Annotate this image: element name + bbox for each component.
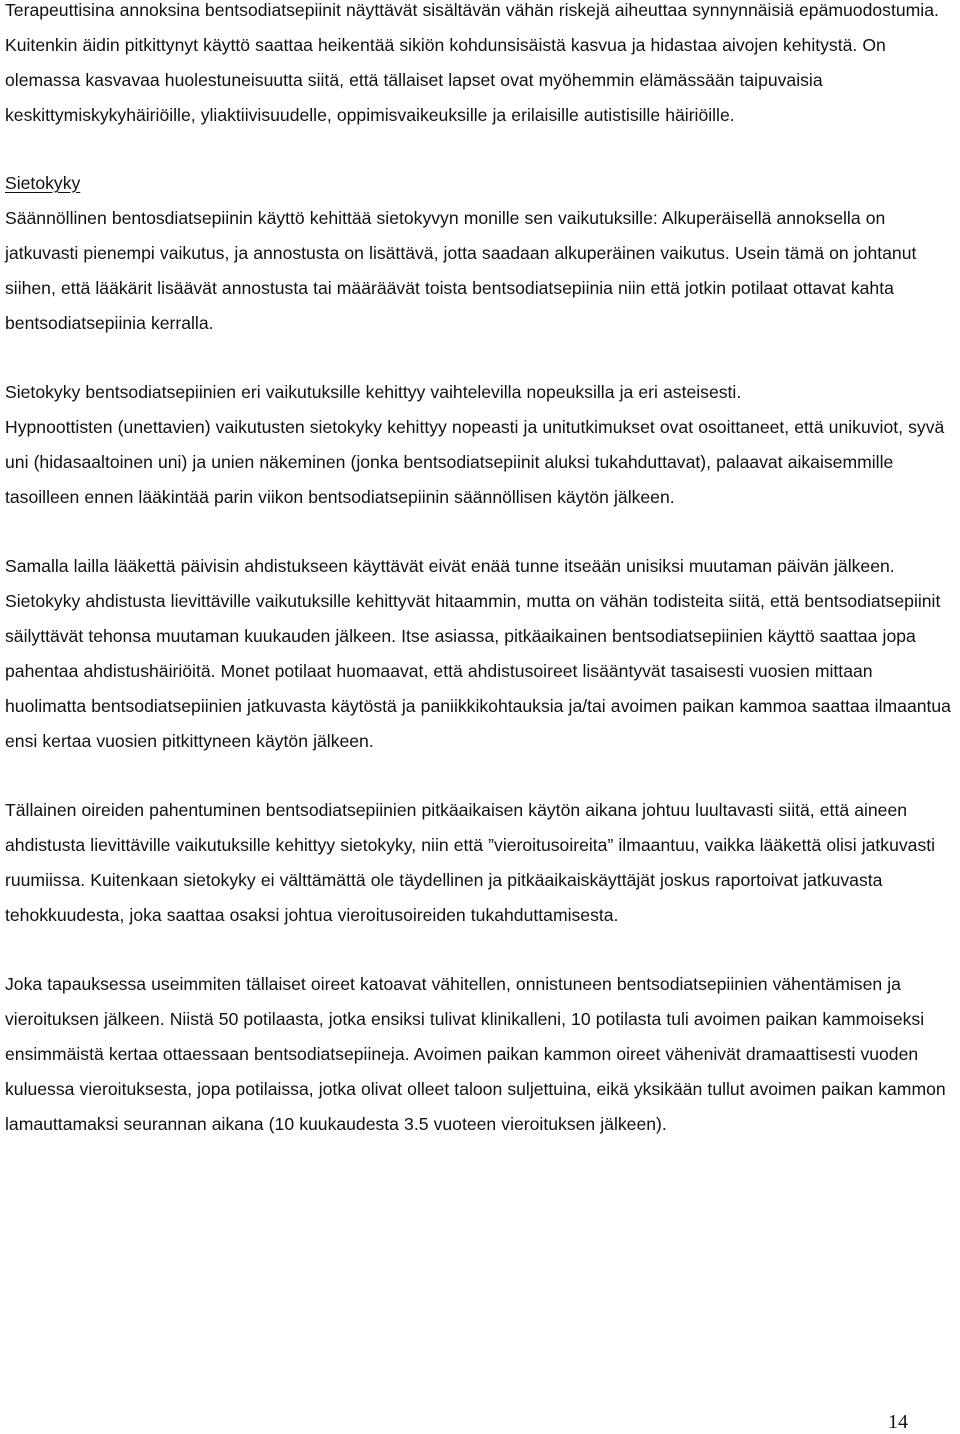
paragraph-tolerance-rates: Sietokyky bentsodiatsepiinien eri vaikutuksille kehittyy vaihtelevilla nopeuksilla ja eri asteisesti. xyxy=(5,382,742,402)
paragraph-hypnotic-tolerance: Hypnoottisten (unettavien) vaikutusten sietokyky kehittyy nopeasti ja unitutkimukset ovat osoittaneet, että unikuviot, syvä uni (hidasaaltoinen uni) ja unien näkeminen (jonka bentsodiatsepiinit aluksi tukahduttavat), palaavat aikaisemmille tasoilleen ennen lääkintää parin viikon bentsodiatsepiinin säännöllisen käytön jälkeen. xyxy=(5,417,945,507)
paragraph-withdrawal-outcomes: Joka tapauksessa useimmiten tällaiset oireet katoavat vähitellen, onnistuneen bentsodiatsepiinien vähentämisen ja vieroituksen jälkeen. Niistä 50 potilaasta, jotka ensiksi tulivat klinikalleni, 10 potilasta tuli avoimen paikan kammoiseksi ensimmäistä kertaa ottaessaan bentsodiatsepiineja. Avoimen paikan kammon oireet vähenivät dramaattisesti vuoden kuluessa vieroituksesta, jopa potilaissa, jotka olivat olleet taloon suljettuina, eikä yksikään tullut avoimen paikan kammon lamauttamaksi seurannan aikana (10 kuukaudesta 3.5 vuoteen vieroituksen jälkeen). xyxy=(5,974,946,1134)
paragraph-tolerance-dose: Säännöllinen bentosdiatsepiinin käyttö kehittää sietokyvyn monille sen vaikutuksille: Alkuperäisellä annoksella on jatkuvasti pienempi vaikutus, ja annostusta on lisättävä, jotta saadaan alkuperäinen vaikutus. Usein tämä on johtanut siihen, että lääkärit lisäävät annostusta tai määräävät toista bentsodiatsepiinia niin että jotkin potilaat ottavat kahta bentsodiatsepiinia kerralla. xyxy=(5,208,917,333)
section-heading-tolerance: Sietokyky xyxy=(5,173,81,193)
document-page xyxy=(5,0,957,1142)
page-number: 14 xyxy=(888,1411,908,1433)
paragraph-anxiolytic-tolerance: Sietokyky ahdistusta lievittäville vaikutuksille kehittyvät hitaammin, mutta on vähän todisteita siitä, että bentsodiatsepiinit säilyttävät tehonsa muutaman kuukauden jälkeen. Itse asiassa, pitkäaikainen bentsodiatsepiinien käyttö saattaa jopa pahentaa ahdistushäiriöitä. Monet potilaat huomaavat, että ahdistusoireet lisääntyvät tasaisesti vuosien mittaan huolimatta bentsodiatsepiinien jatkuvasta käytöstä ja paniikkikohtauksia ja/tai avoimen paikan kammoa saattaa ilmaantua ensi kertaa vuosien pitkittyneen käytön jälkeen. xyxy=(5,591,951,751)
paragraph-daytime-use: Samalla lailla lääkettä päivisin ahdistukseen käyttävät eivät enää tunne itseään unisiksi muutaman päivän jälkeen. xyxy=(5,556,895,576)
paragraph-pregnancy-risks: Terapeuttisina annoksina bentsodiatsepiinit näyttävät sisältävän vähän riskejä aiheuttaa synnynnäisiä epämuodostumia. Kuitenkin äidin pitkittynyt käyttö saattaa heikentää sikiön kohdunsisäistä kasvua ja hidastaa aivojen kehitystä. On olemassa kasvavaa huolestuneisuutta siitä, että tällaiset lapset ovat myöhemmin elämässään taipuvaisia keskittymiskykyhäiriöille, yliaktiivisuudelle, oppimisvaikeuksille ja erilaisille autistisille häiriöille. xyxy=(5,0,939,125)
paragraph-worsening-symptoms: Tällainen oireiden pahentuminen bentsodiatsepiinien pitkäaikaisen käytön aikana johtuu luultavasti siitä, että aineen ahdistusta lievittäville vaikutuksille kehittyy sietokyky, niin että ”vieroitusoireita” ilmaantuu, vaikka lääkettä olisi jatkuvasti ruumiissa. Kuitenkaan sietokyky ei välttämättä ole täydellinen ja pitkäaikaiskäyttäjät joskus raportoivat jatkuvasta tehokkuudesta, joka saattaa osaksi johtua vieroitusoireiden tukahduttamisesta. xyxy=(5,800,936,925)
